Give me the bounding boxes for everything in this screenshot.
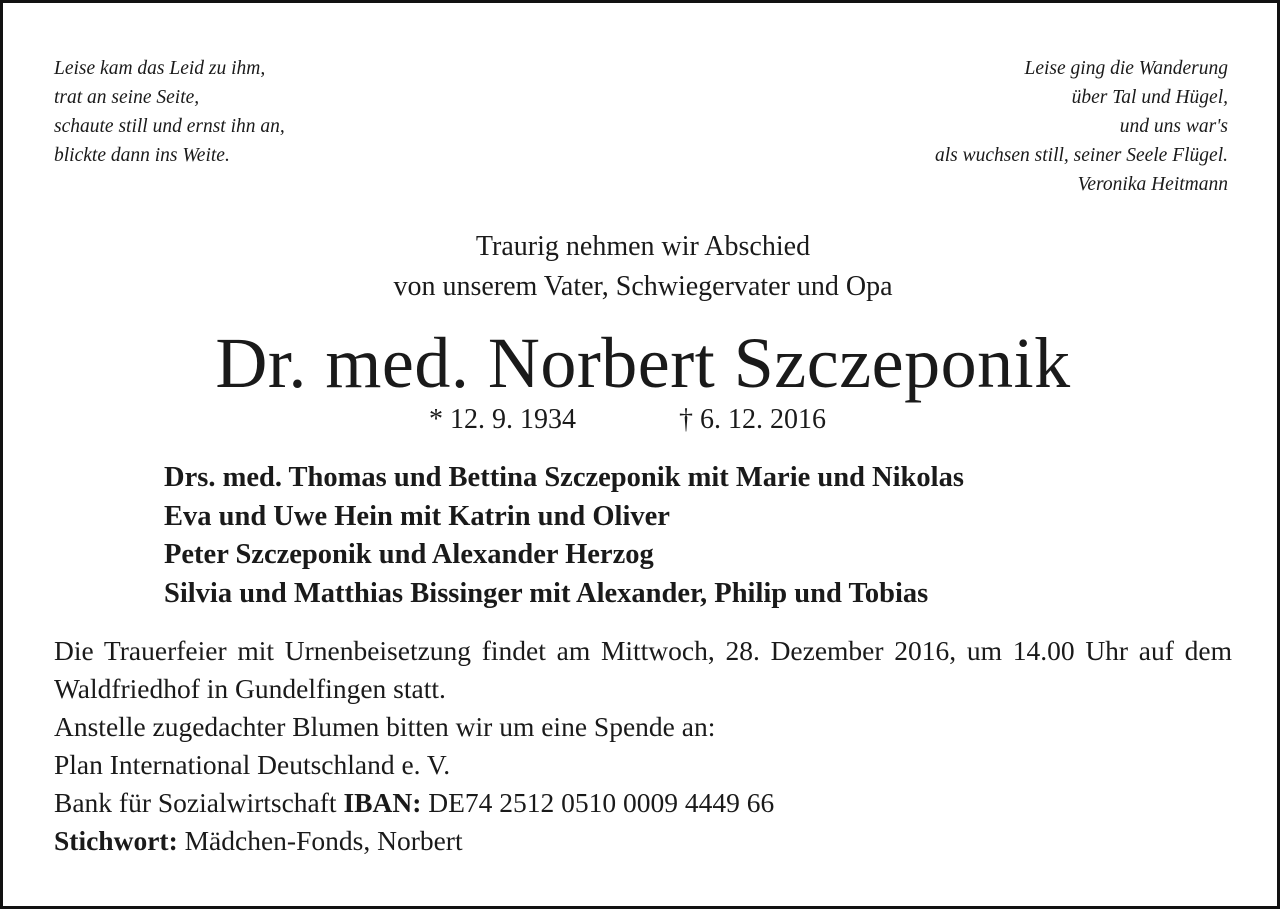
iban-value: DE74 2512 0510 0009 4449 66 [428, 787, 775, 818]
intro-text [3, 227, 1280, 307]
keyword-value: Mädchen-Fonds, Norbert [184, 825, 463, 856]
poem-author: Veronika Heitmann [1077, 174, 1228, 195]
poem-right-line: Leise ging die Wanderung [1024, 58, 1228, 79]
mourner-line: Drs. med. Thomas und Bettina Szczeponik mit Marie und Nikolas [164, 462, 964, 493]
intro-line: von unserem Vater, Schwiegervater und Opa [393, 271, 893, 302]
mourners-list [164, 459, 964, 613]
poem-left-line: trat an seine Seite, [54, 87, 200, 108]
mourner-line: Eva und Uwe Hein mit Katrin und Oliver [164, 500, 670, 532]
poem-right [935, 54, 1228, 199]
keyword-label: Stichwort: [54, 825, 178, 856]
death-date: † 6. 12. 2016 [679, 404, 826, 435]
mourner-line: Silvia und Matthias Bissinger mit Alexander, Philip und Tobias [164, 577, 929, 609]
poem-right-line: als wuchsen still, seiner Seele Flügel. [935, 145, 1228, 166]
bank-name: Bank für Sozialwirtschaft [54, 787, 337, 818]
poem-right-line: über Tal und Hügel, [1071, 87, 1228, 108]
poem-left [54, 54, 285, 170]
funeral-info [54, 632, 1232, 860]
intro-line: Traurig nehmen wir Abschied [475, 231, 811, 262]
keyword-line [54, 822, 1232, 860]
poem-left-line: schaute still und ernst ihn an, [54, 116, 285, 137]
organization-name: Plan International Deutschland e. V. [54, 749, 451, 780]
poem-left-line: Leise kam das Leid zu ihm, [54, 58, 266, 79]
deceased-name: Dr. med. Norbert Szczeponik [215, 323, 1071, 403]
bank-details [54, 784, 1232, 822]
mourner-line: Peter Szczeponik und Alexander Herzog [164, 539, 654, 570]
donation-request: Anstelle zugedachter Blumen bitten wir um eine Spende an: [54, 711, 716, 742]
iban-label: IBAN: [343, 787, 422, 818]
poem-right-line: und uns war's [1119, 116, 1228, 137]
birth-date: * 12. 9. 1934 [429, 404, 576, 435]
ceremony-text: Die Trauerfeier mit Urnenbeisetzung findet am Mittwoch, 28. Dezember 2016, um 14.00 Uhr auf dem Waldfriedhof in Gundelfingen statt. [54, 635, 1232, 704]
poem-left-line: blickte dann ins Weite. [54, 145, 230, 166]
